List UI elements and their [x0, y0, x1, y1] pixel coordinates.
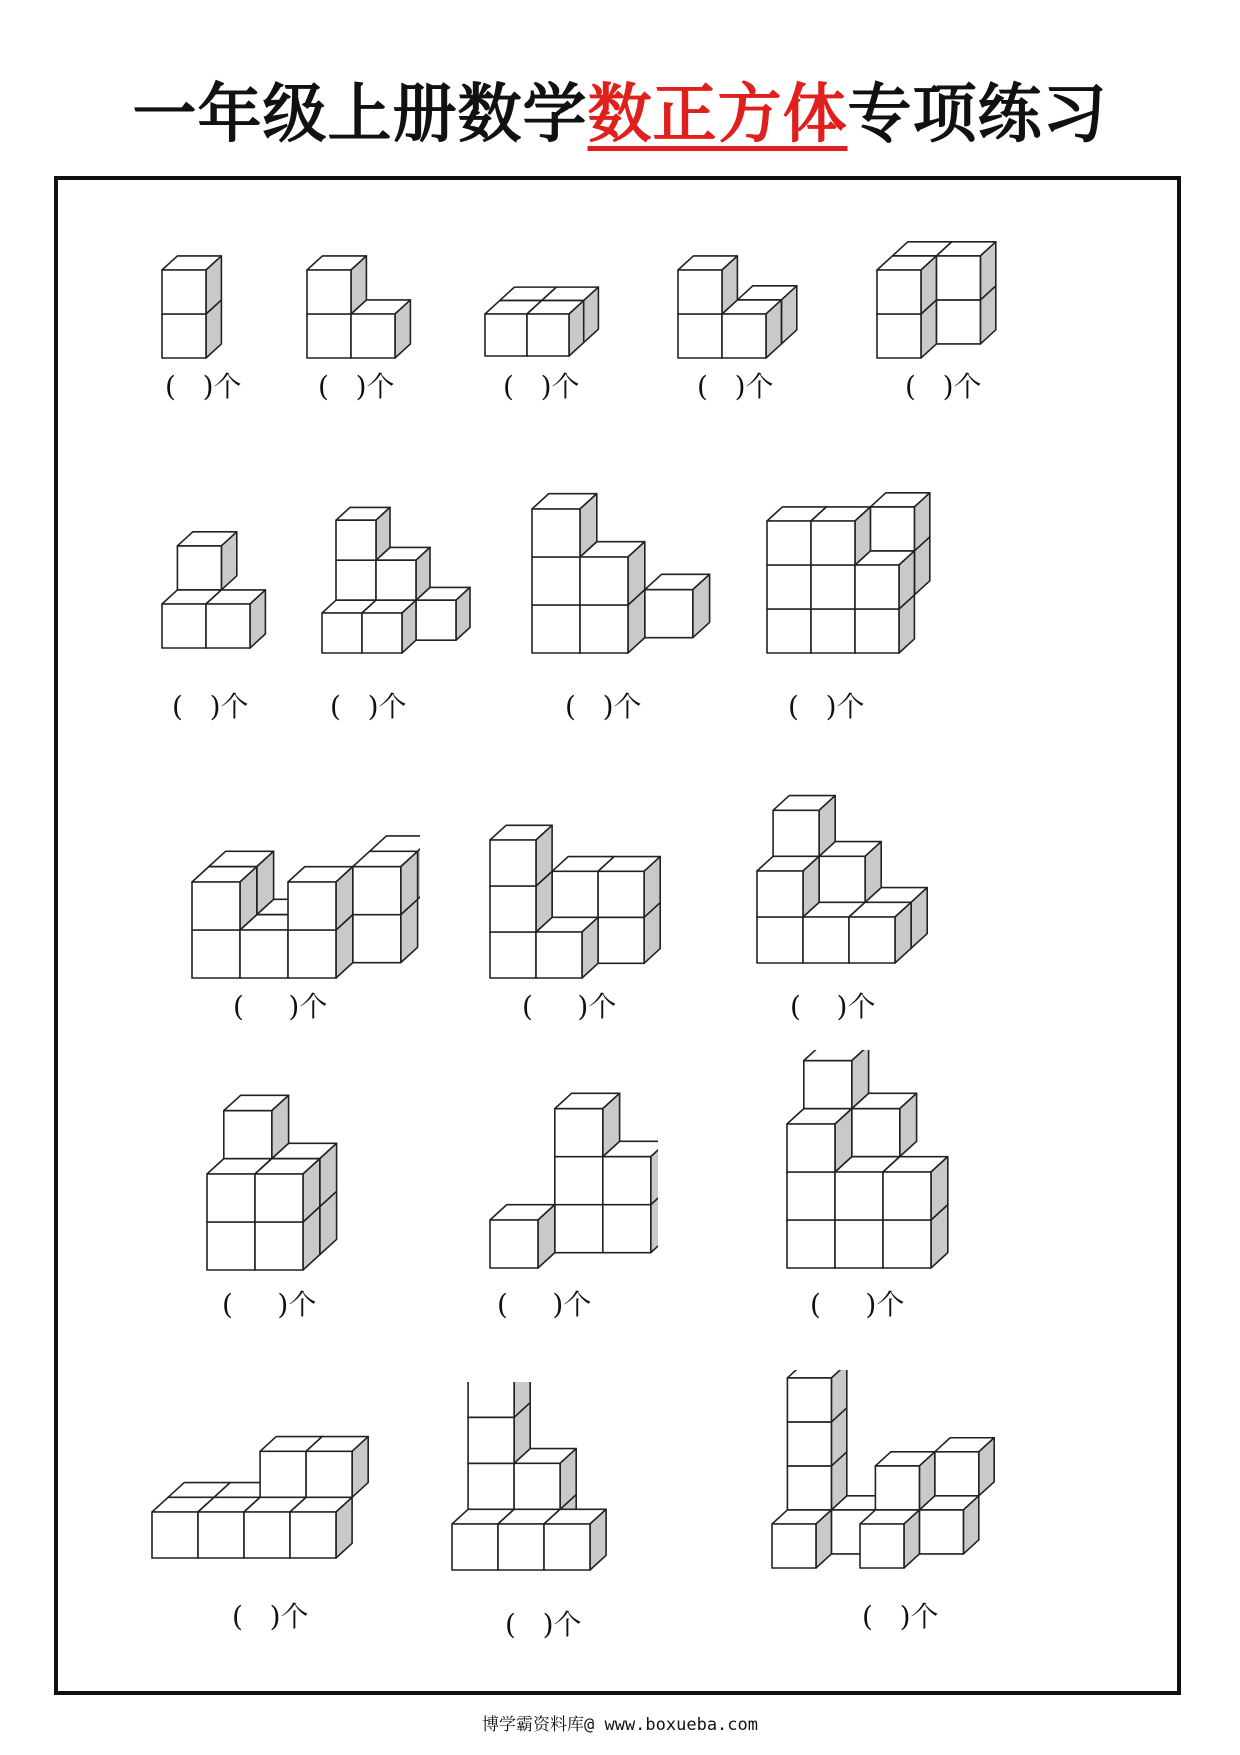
cube-figure-2: [305, 230, 455, 360]
cube-figure-8: [530, 455, 730, 655]
title-highlight: 数正方体: [587, 78, 848, 152]
cube-figure-14: [488, 1075, 658, 1270]
answer-blank-12[interactable]: ( )个: [790, 990, 876, 1023]
cube-figure-3: [483, 258, 643, 358]
answer-blank-14[interactable]: ( )个: [497, 1288, 592, 1321]
cube-figure-10: [190, 810, 420, 980]
title-prefix: 一年级上册数学: [132, 78, 588, 152]
cube-figure-7: [320, 455, 510, 655]
cube-figure-15: [785, 1050, 1000, 1270]
cube-figure-5: [875, 220, 1025, 360]
answer-blank-4[interactable]: ( )个: [697, 370, 774, 403]
answer-blank-10[interactable]: ( )个: [233, 990, 328, 1023]
answer-blank-15[interactable]: ( )个: [810, 1288, 905, 1321]
cube-figure-6: [160, 520, 290, 650]
title-suffix: 专项练习: [847, 78, 1108, 152]
cube-figure-13: [205, 1092, 375, 1272]
cube-figure-16: [150, 1410, 400, 1560]
answer-blank-11[interactable]: ( )个: [522, 990, 617, 1023]
footer-source: 博学霸资料库@ www.boxueba.com: [482, 1715, 758, 1735]
cube-figure-12: [755, 770, 965, 965]
cube-figure-18: [770, 1370, 1015, 1570]
answer-blank-8[interactable]: ( )个: [565, 690, 642, 723]
answer-blank-18[interactable]: ( )个: [862, 1600, 939, 1633]
cube-figure-9: [765, 455, 955, 655]
answer-blank-17[interactable]: ( )个: [505, 1608, 582, 1641]
answer-blank-5[interactable]: ( )个: [905, 370, 982, 403]
answer-blank-3[interactable]: ( )个: [503, 370, 580, 403]
answer-blank-6[interactable]: ( )个: [172, 690, 249, 723]
answer-blank-13[interactable]: ( )个: [222, 1288, 317, 1321]
answer-blank-1[interactable]: ( )个: [165, 370, 242, 403]
answer-blank-2[interactable]: ( )个: [318, 370, 395, 403]
cube-figure-17: [450, 1382, 630, 1572]
cube-figure-1: [160, 230, 270, 360]
cube-figure-11: [488, 790, 688, 980]
worksheet-title: [0, 70, 1240, 160]
answer-blank-7[interactable]: ( )个: [330, 690, 407, 723]
cube-figure-4: [676, 215, 836, 360]
answer-blank-9[interactable]: ( )个: [788, 690, 865, 723]
answer-blank-16[interactable]: ( )个: [232, 1600, 309, 1633]
